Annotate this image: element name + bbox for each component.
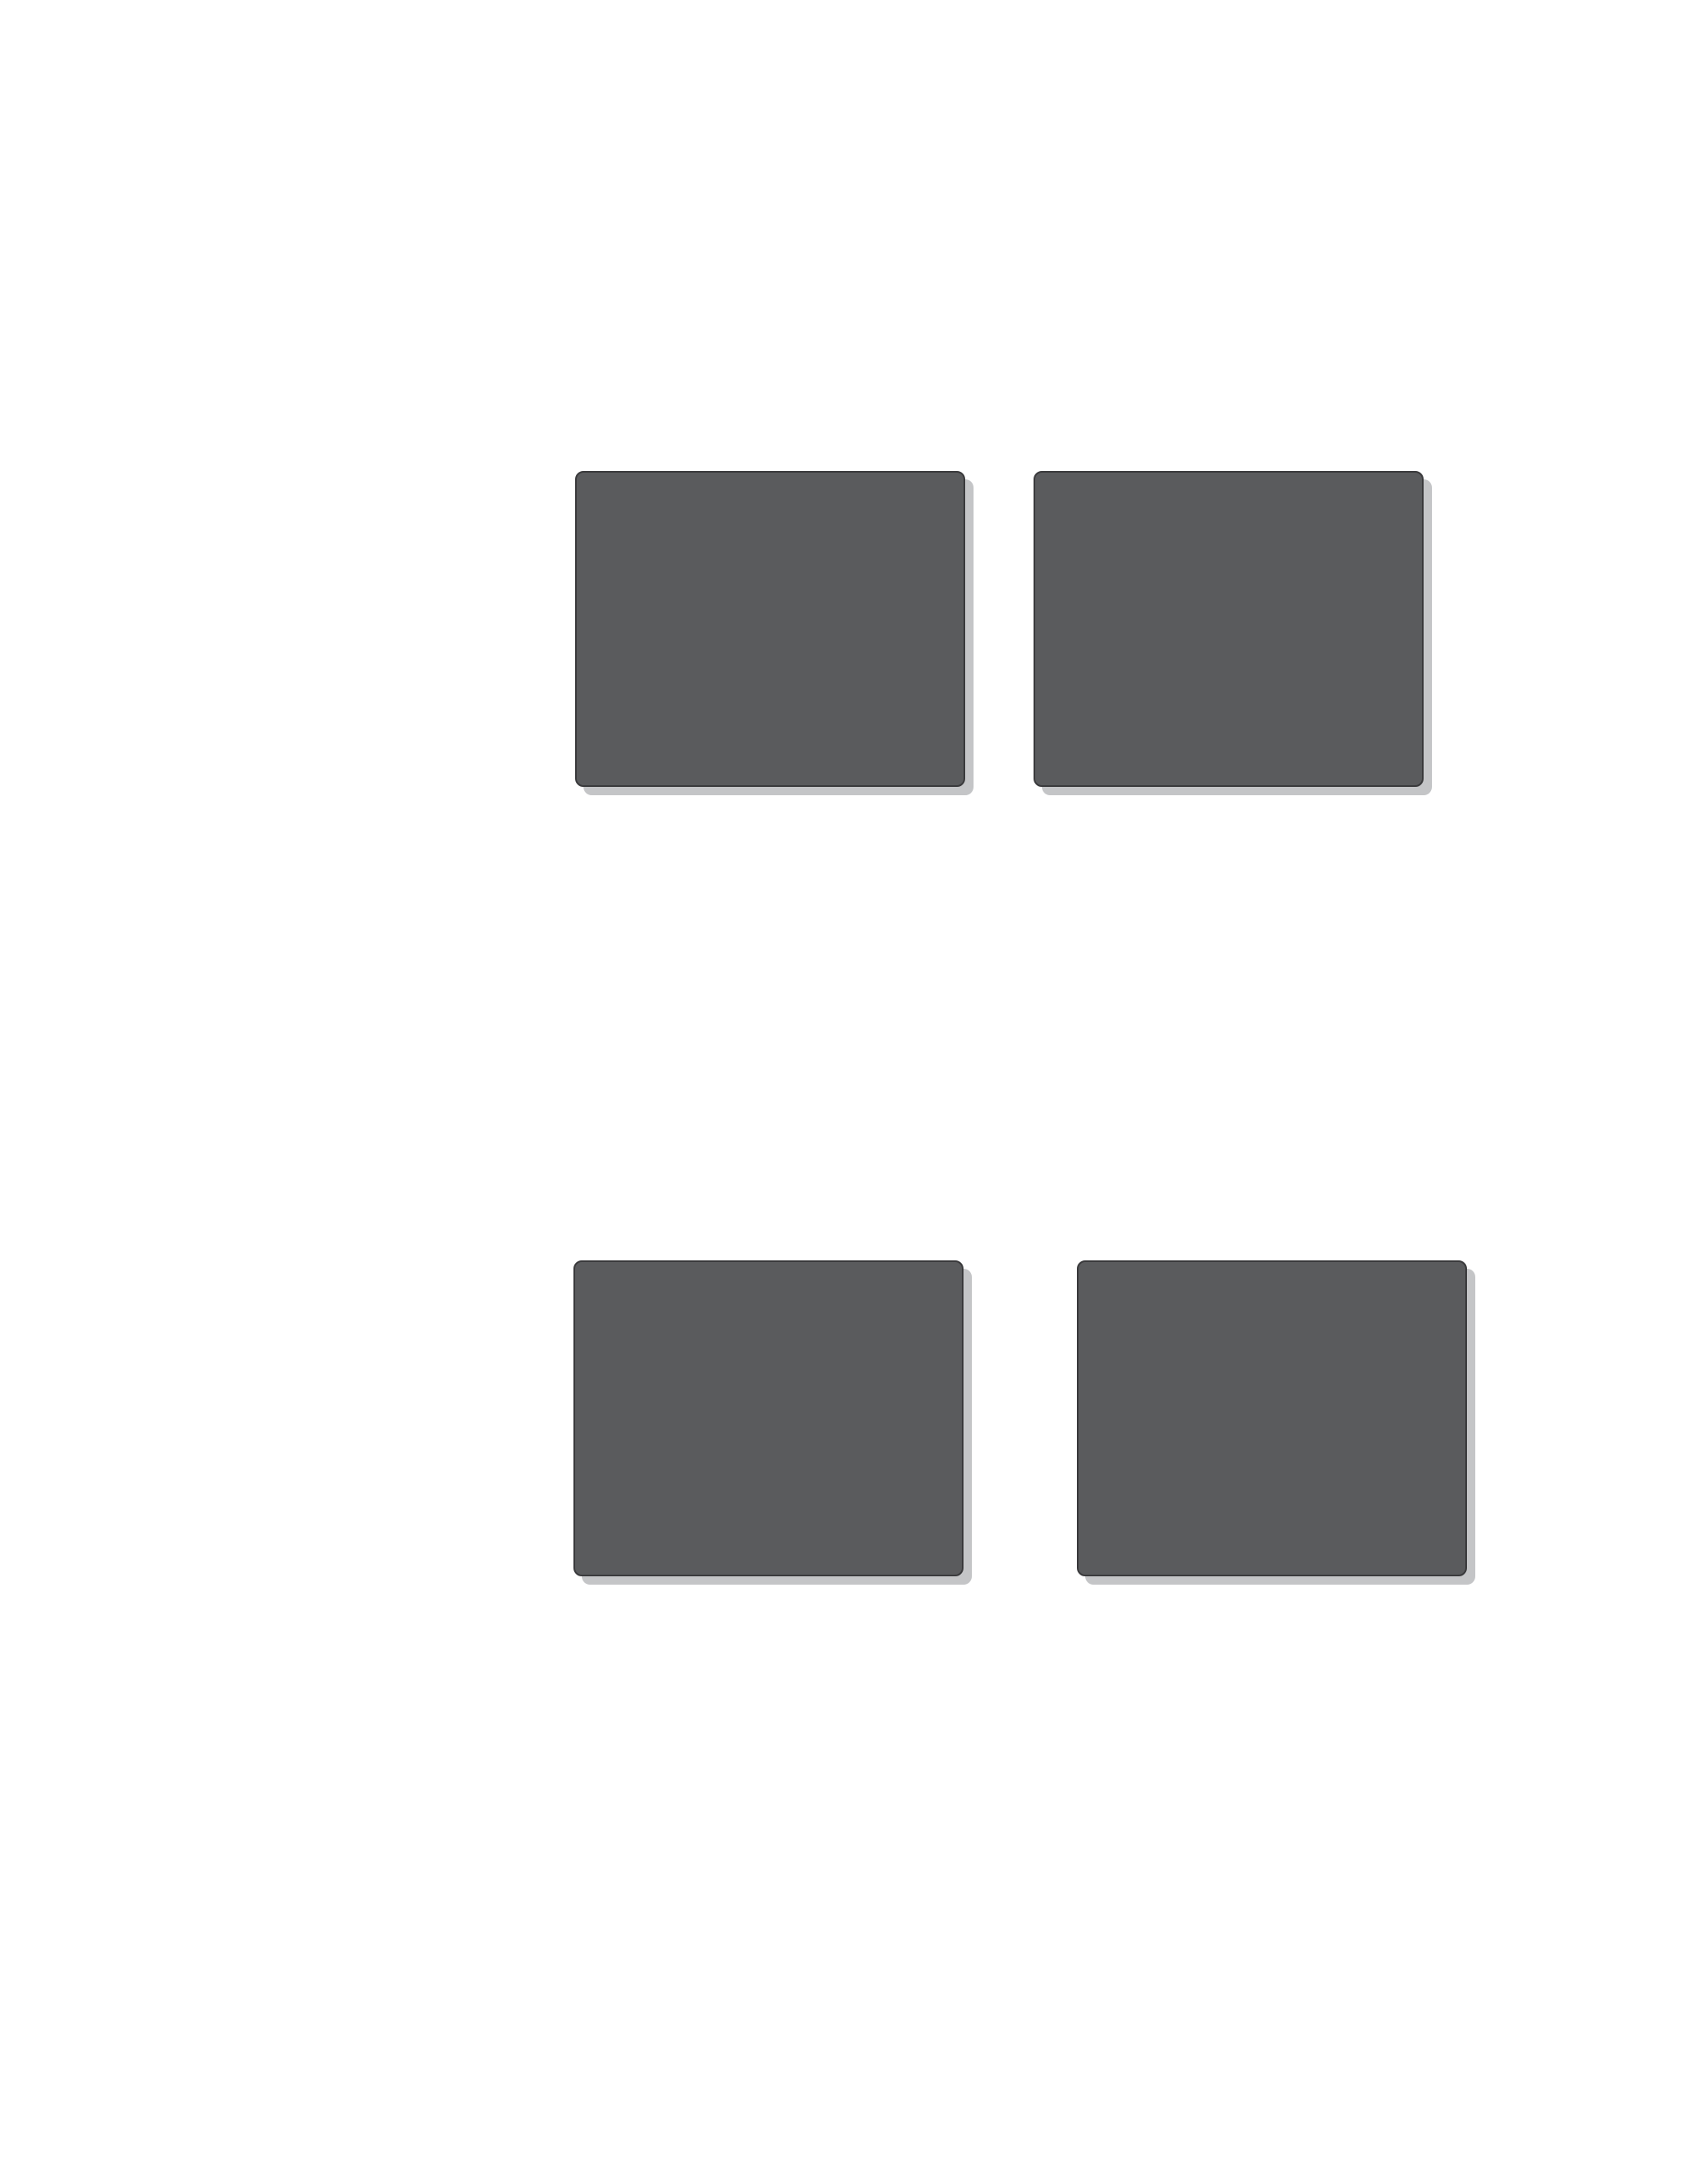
scope-screen-ac-coupled — [1077, 1260, 1467, 1576]
figure-caption-1-45 — [500, 852, 1417, 882]
triggered-waveform-svg — [1035, 473, 1422, 785]
scope-screen-dc-coupled — [573, 1260, 964, 1576]
scope-screen-triggered — [1034, 471, 1424, 787]
scope-screen-untriggered — [575, 471, 965, 787]
untriggered-waveform-svg — [577, 473, 964, 785]
dc-coupled-waveform-svg — [575, 1262, 962, 1575]
ac-coupled-waveform-svg — [1079, 1262, 1465, 1575]
figure-caption-1-46 — [500, 1638, 1417, 1668]
